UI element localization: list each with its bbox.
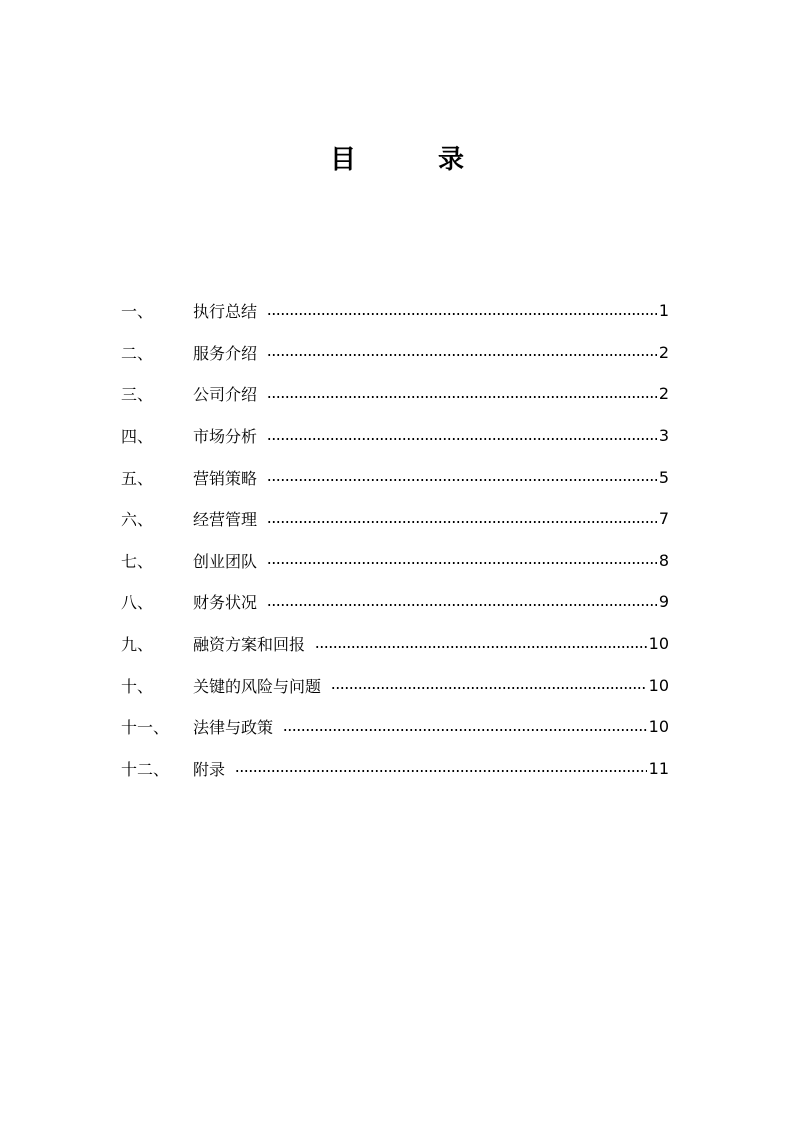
dot-leader <box>315 646 647 648</box>
toc-number: 四、 <box>121 427 154 447</box>
toc-page-number: 10 <box>648 717 669 737</box>
dot-leader <box>267 521 657 523</box>
toc-label: 附录 <box>193 759 226 779</box>
dot-leader <box>267 604 657 606</box>
toc-label: 市场分析 <box>193 427 258 447</box>
dot-leader <box>267 396 657 398</box>
toc-entry-12[interactable] <box>121 748 669 790</box>
toc-label: 财务状况 <box>193 593 258 613</box>
toc-page-number: 5 <box>658 467 669 487</box>
toc-number: 十二、 <box>121 759 170 779</box>
toc-page-number: 8 <box>658 550 669 570</box>
toc-label: 营销策略 <box>193 468 258 488</box>
toc-label: 公司介绍 <box>193 385 258 405</box>
dot-leader <box>267 479 657 481</box>
toc-entry-5[interactable] <box>121 456 669 498</box>
toc-entry-8[interactable] <box>121 581 669 623</box>
toc-number: 一、 <box>121 302 154 322</box>
page-title: 目 录 <box>329 145 492 175</box>
toc-number: 二、 <box>121 343 154 363</box>
toc-entry-6[interactable] <box>121 498 669 540</box>
dot-leader <box>267 354 657 356</box>
dot-leader <box>283 729 647 731</box>
toc-entry-2[interactable] <box>121 332 669 374</box>
toc-entry-7[interactable] <box>121 540 669 582</box>
table-of-contents <box>121 290 669 789</box>
dot-leader <box>267 562 657 564</box>
dot-leader <box>331 687 647 689</box>
toc-number: 八、 <box>121 593 154 613</box>
dot-leader <box>267 313 657 315</box>
dot-leader <box>235 770 647 772</box>
toc-label: 创业团队 <box>193 551 258 571</box>
toc-entry-3[interactable] <box>121 373 669 415</box>
toc-number: 九、 <box>121 635 154 655</box>
toc-label: 执行总结 <box>193 302 258 322</box>
toc-entry-10[interactable] <box>121 664 669 706</box>
toc-page-number: 11 <box>648 758 669 778</box>
toc-label: 法律与政策 <box>193 718 274 738</box>
toc-number: 六、 <box>121 510 154 530</box>
toc-number: 十、 <box>121 676 154 696</box>
toc-page-number: 3 <box>658 426 669 446</box>
toc-label: 融资方案和回报 <box>193 635 306 655</box>
toc-page-number: 2 <box>658 384 669 404</box>
toc-page-number: 9 <box>658 592 669 612</box>
toc-number: 三、 <box>121 385 154 405</box>
toc-page-number: 7 <box>658 509 669 529</box>
toc-label: 服务介绍 <box>193 343 258 363</box>
toc-label: 经营管理 <box>193 510 258 530</box>
toc-entry-11[interactable] <box>121 706 669 748</box>
toc-entry-1[interactable] <box>121 290 669 332</box>
toc-page-number: 2 <box>658 342 669 362</box>
toc-number: 十一、 <box>121 718 170 738</box>
toc-label: 关键的风险与问题 <box>193 676 322 696</box>
toc-page-number: 1 <box>658 301 669 321</box>
toc-number: 五、 <box>121 468 154 488</box>
dot-leader <box>267 438 657 440</box>
toc-entry-4[interactable] <box>121 415 669 457</box>
toc-page-number: 10 <box>648 675 669 695</box>
toc-number: 七、 <box>121 551 154 571</box>
toc-entry-9[interactable] <box>121 623 669 665</box>
toc-page-number: 10 <box>648 634 669 654</box>
